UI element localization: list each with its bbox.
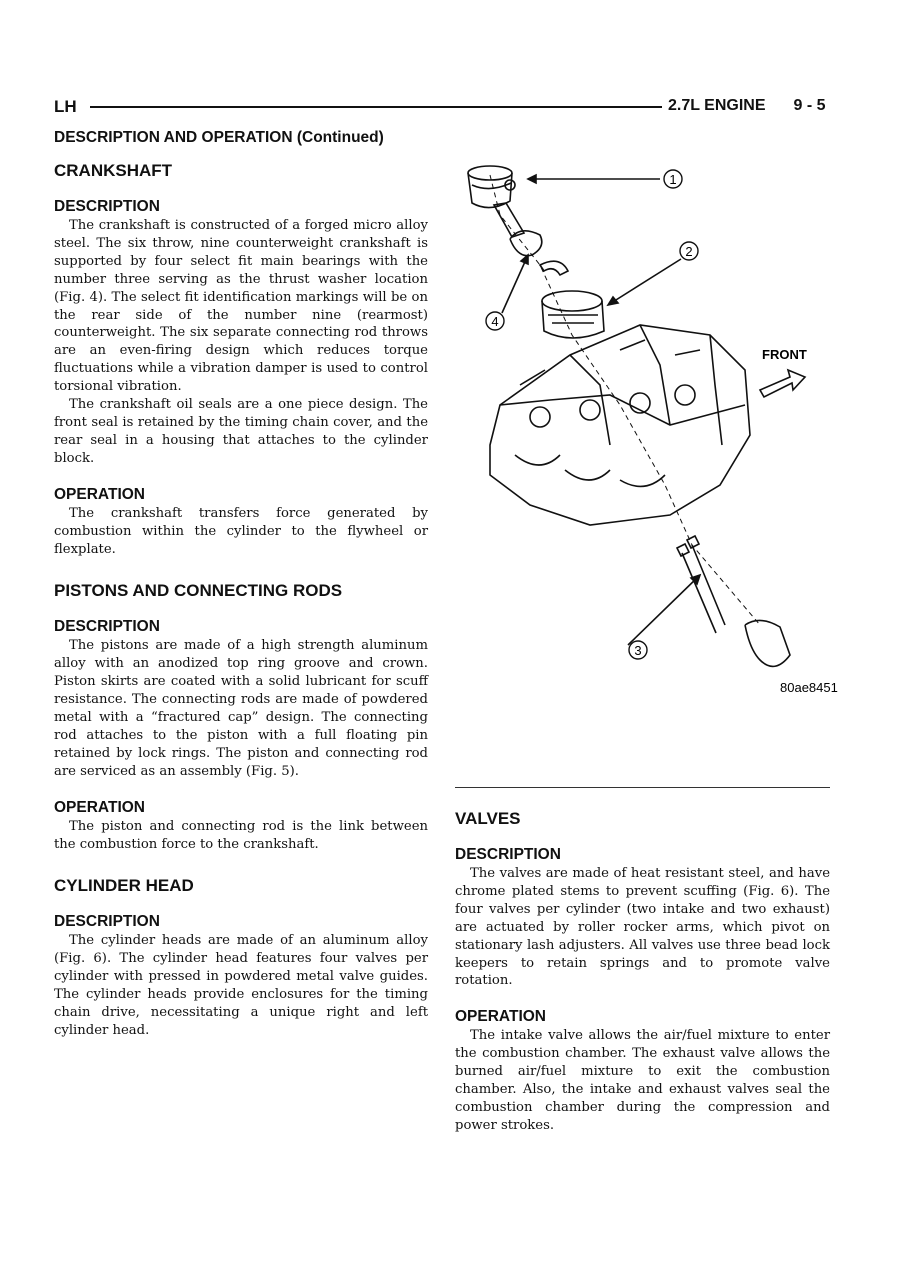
cylinder-head-description-p1: The cylinder heads are made of an aluminum alloy (Fig. 6). The cylinder head features four valves per cylinder with pressed in powdered metal valve guides. The cylinder heads provide enclosures for the timing chain drive, necessitating a unique right and left cylinder head. (54, 933, 428, 1038)
left-column (54, 160, 428, 1040)
crankshaft-title: CRANKSHAFT (54, 161, 173, 180)
page-number: 9 - 5 (793, 97, 826, 114)
page-header-right (668, 97, 826, 115)
valves-title: VALVES (455, 809, 521, 828)
crankshaft-description-p1: The crankshaft is constructed of a forged micro alloy steel. The six throw, nine counterweight crankshaft is supported by four select fit main bearings with the number three serving as the thrust washer location (Fig. 4). The select fit identification markings will be on the rear side of the number nine (rearmost) counterweight. The six separate connecting rod throws are an even-firing design which reduces torque fluctuations while a vibration damper is used to control torsional vibration. (54, 218, 428, 395)
pistons-operation-p1: The piston and connecting rod is the link between the combustion force to the crankshaft. (54, 818, 428, 852)
header-section: 2.7L ENGINE (668, 97, 766, 114)
callout-2: 2 (685, 244, 693, 259)
crankshaft-description-heading: DESCRIPTION (54, 198, 160, 215)
pistons-description-p1: The pistons are made of a high strength aluminum alloy with an anodized top ring groove and crown. Piston skirts are coated with a solid lubricant for scuff resistance. The connecting rods are made of powdered metal with a “fractured cap” design. The connecting rod attaches to the piston with a full floating pin retained by lock rings. The piston and connecting rod are serviced as an assembly (Fig. 5). (54, 638, 428, 779)
crankshaft-operation-p1: The crankshaft transfers force generated by combustion within the cylinder to the flywheel or flexplate. (54, 505, 428, 557)
crankshaft-operation-heading: OPERATION (54, 485, 145, 503)
header-rule (90, 106, 662, 108)
callout-1: 1 (669, 172, 677, 187)
section-title: DESCRIPTION AND OPERATION (Continued) (54, 129, 384, 146)
front-label: FRONT (762, 347, 807, 362)
figure-code: 80ae8451 (780, 680, 838, 695)
engine-drawing (468, 166, 805, 666)
valves-operation-p1: The intake valve allows the air/fuel mixture to enter the combustion chamber. The exhaust valve allows the burned air/fuel mixture to exit the combustion chamber. Also, the intake and exhaust valves seal the combustion chamber during the compression and power strokes. (455, 1028, 830, 1133)
page-header-left: LH (54, 97, 77, 116)
cylinder-head-description-heading: DESCRIPTION (54, 913, 160, 931)
engine-block-figure (460, 155, 840, 700)
right-column (455, 808, 830, 1135)
callout-4: 4 (491, 314, 499, 329)
cylinder-head-title: CYLINDER HEAD (54, 876, 194, 896)
piston-and-block-illustration (460, 155, 840, 700)
callout-3: 3 (634, 643, 642, 658)
valves-description-p1: The valves are made of heat resistant steel, and have chrome plated stems to prevent scuffing (Fig. 6). The four valves per cylinder (two intake and two exhaust) are actuated by roller rocker arms, which pivot on stationary lash adjusters. All valves use three bead lock keepers to retain springs and to promote valve rotation. (455, 866, 830, 989)
pistons-description-heading: DESCRIPTION (54, 618, 160, 636)
pistons-operation-heading: OPERATION (54, 798, 145, 816)
pistons-title: PISTONS AND CONNECTING RODS (54, 581, 343, 601)
valves-operation-heading: OPERATION (455, 1008, 546, 1026)
crankshaft-description-p2: The crankshaft oil seals are a one piece design. The front seal is retained by the timing chain cover, and the rear seal in a housing that attaches to the cylinder block. (54, 397, 428, 466)
valves-description-heading: DESCRIPTION (455, 846, 561, 863)
column-divider (455, 787, 830, 788)
